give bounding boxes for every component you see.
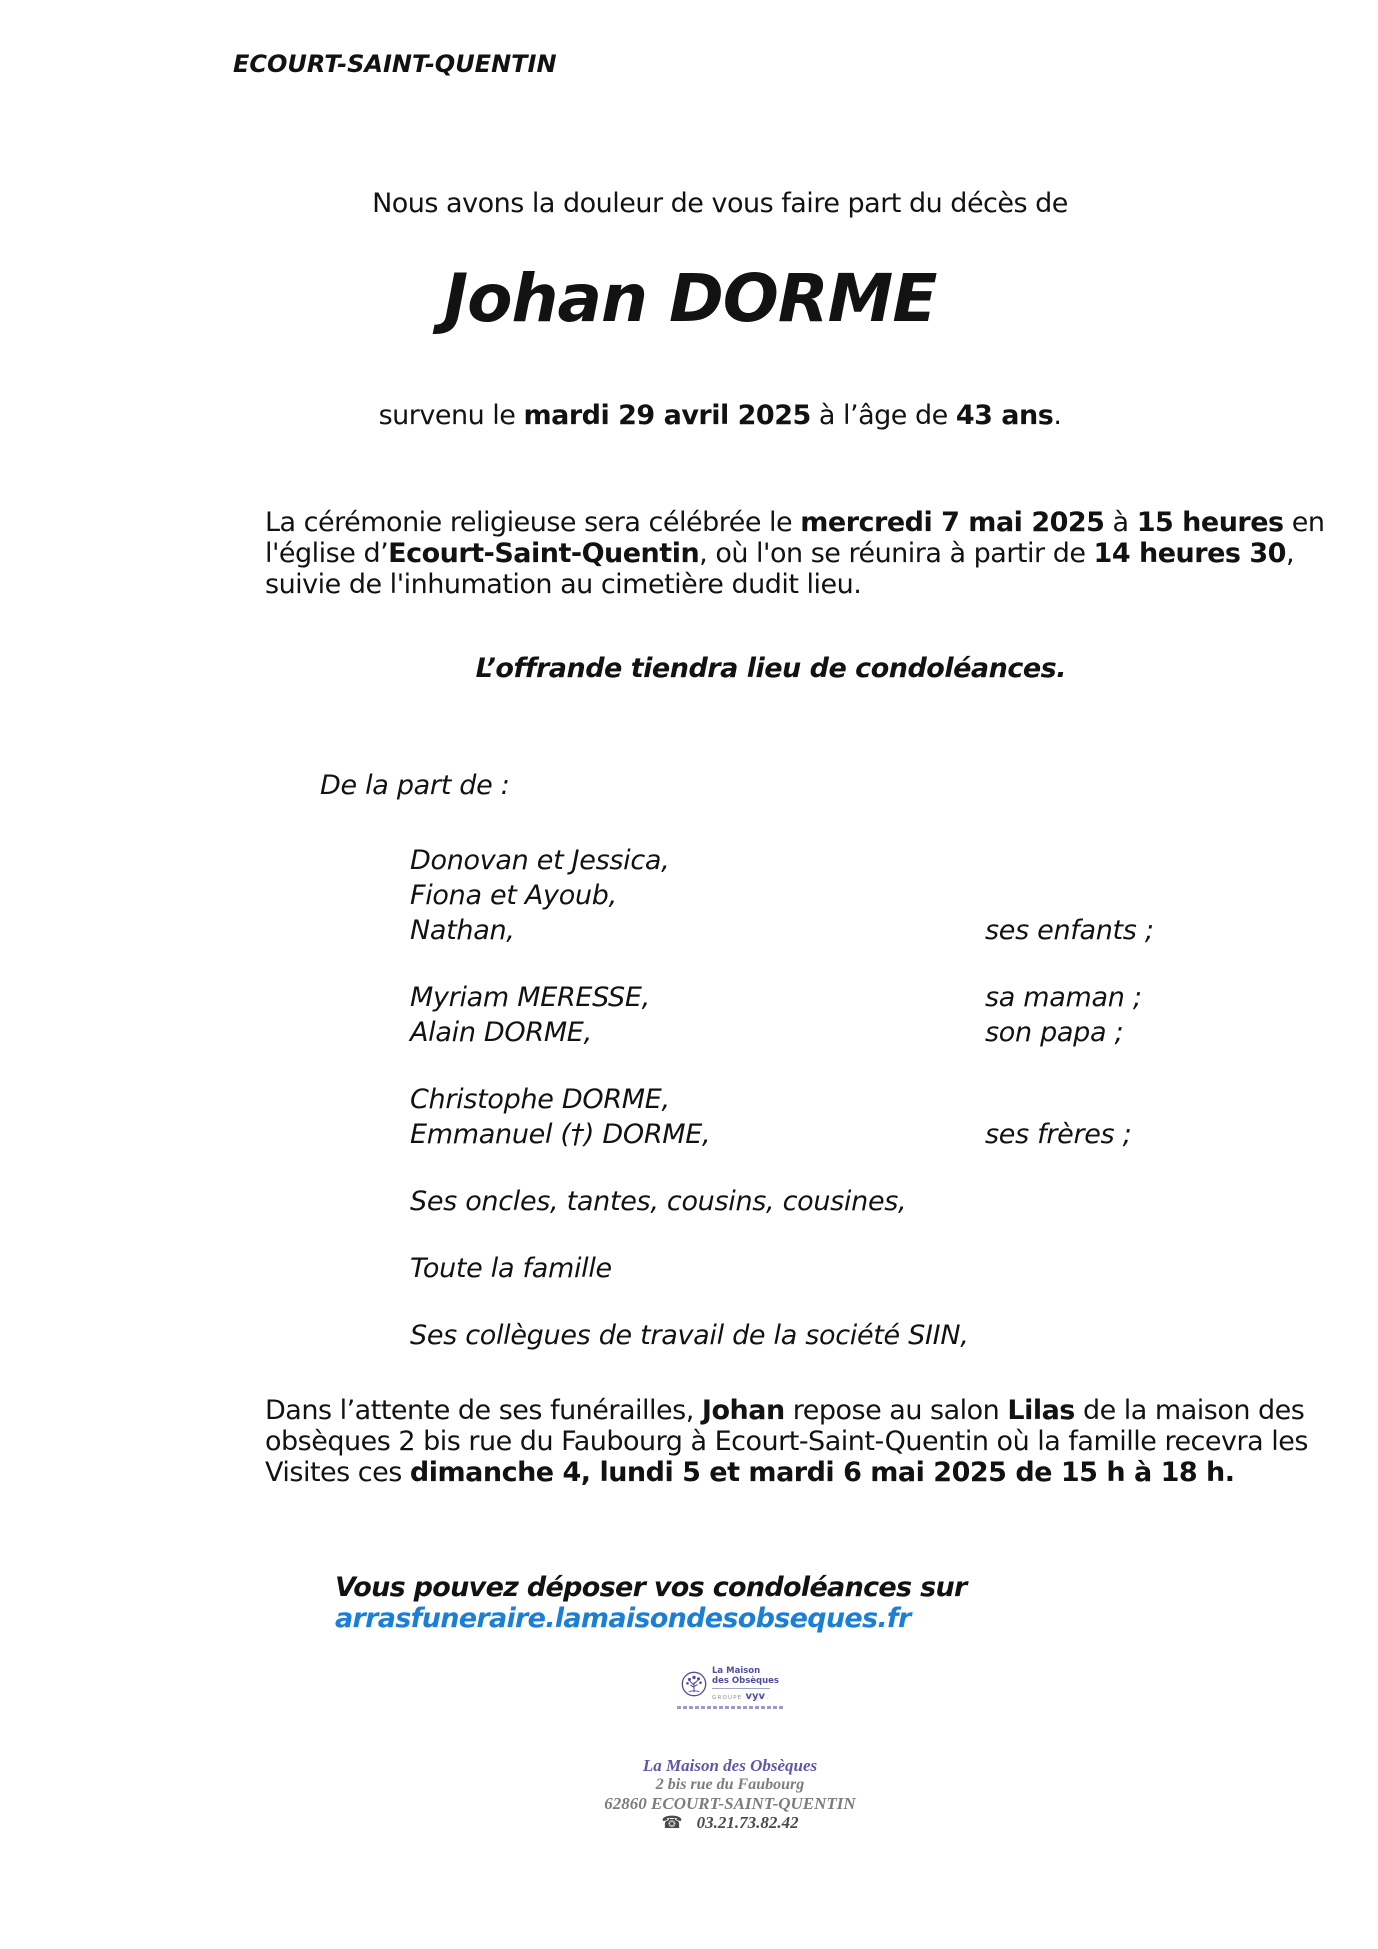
family-line bbox=[265, 1015, 1124, 1050]
logo-tagline-rule bbox=[677, 1706, 783, 1709]
visit-dates: dimanche 4, lundi 5 et mardi 6 mai 2025 de 15 h à 18 h. bbox=[409, 1457, 1235, 1488]
family-name: Emmanuel (†) DORME, bbox=[410, 1119, 711, 1150]
groupe-vyv bbox=[712, 1691, 779, 1702]
ceremony-date: mercredi 7 mai 2025 bbox=[800, 507, 1105, 538]
family-group-children bbox=[265, 843, 1154, 948]
relationship-label: ses enfants ; bbox=[985, 915, 1154, 946]
family-line bbox=[265, 913, 1154, 948]
resting-text: Dans l’attente de ses funérailles, bbox=[265, 1395, 702, 1426]
resting-text: de la maison des bbox=[1074, 1395, 1305, 1426]
ceremony-paragraph bbox=[265, 507, 1324, 600]
condolences-text: Vous pouvez déposer vos condoléances sur bbox=[335, 1572, 967, 1603]
relationship-label: son papa ; bbox=[985, 1017, 1124, 1048]
family-line bbox=[265, 1184, 1085, 1219]
logo-brand-line-1: La Maison bbox=[712, 1666, 761, 1676]
death-date: mardi 29 avril 2025 bbox=[523, 400, 811, 431]
family-name: Ses oncles, tantes, cousins, cousines, bbox=[410, 1186, 907, 1217]
logo-text-column bbox=[712, 1666, 779, 1702]
footer-address-city: 62860 ECOURT-SAINT-QUENTIN bbox=[604, 1794, 856, 1813]
condolences-line bbox=[335, 1572, 1378, 1634]
ceremony-text: , où l'on se réunira à partir de bbox=[699, 538, 1094, 569]
ceremony-text: La cérémonie religieuse sera célébrée le bbox=[265, 507, 801, 538]
ceremony-text: à bbox=[1104, 507, 1137, 538]
family-line bbox=[265, 843, 1085, 878]
logo-divider bbox=[712, 1688, 770, 1689]
relationship-label: ses frères ; bbox=[985, 1119, 1132, 1150]
resting-paragraph bbox=[265, 1395, 1308, 1488]
footer-phone-line bbox=[430, 1813, 1030, 1833]
city-header: ECOURT-SAINT-QUENTIN bbox=[233, 50, 557, 78]
family-name: Christophe DORME, bbox=[410, 1084, 670, 1115]
ceremony-text: en bbox=[1283, 507, 1325, 538]
death-text: . bbox=[1053, 400, 1062, 431]
death-text: survenu le bbox=[378, 400, 524, 431]
death-date-line bbox=[300, 400, 1140, 431]
family-group-whole-family bbox=[265, 1251, 1085, 1286]
resting-firstname: Johan bbox=[701, 1395, 785, 1426]
resting-line-3 bbox=[265, 1457, 1308, 1488]
ceremony-church: Ecourt-Saint-Quentin bbox=[388, 538, 700, 569]
family-name: Myriam MERESSE, bbox=[410, 982, 650, 1013]
footer-funeral-home-name: La Maison des Obsèques bbox=[642, 1756, 818, 1775]
death-age: 43 ans bbox=[955, 400, 1054, 431]
ceremony-text: , bbox=[1285, 538, 1295, 569]
family-line bbox=[265, 878, 1085, 913]
family-line bbox=[265, 1251, 1085, 1286]
resting-text: Visites ces bbox=[265, 1457, 410, 1488]
family-section bbox=[265, 768, 1154, 1353]
footer-block bbox=[430, 1756, 1030, 1833]
intro-line: Nous avons la douleur de vous faire part du décès de bbox=[372, 188, 1068, 219]
family-name: Alain DORME, bbox=[410, 1017, 592, 1048]
resting-line-2: obsèques 2 bis rue du Faubourg à Ecourt-Saint-Quentin où la famille recevra les bbox=[265, 1426, 1308, 1457]
resting-line-1 bbox=[265, 1395, 1308, 1426]
ceremony-line-1 bbox=[265, 507, 1324, 538]
vyv-brand: vyv bbox=[745, 1691, 766, 1702]
family-label: De la part de : bbox=[320, 770, 510, 801]
resting-text: repose au salon bbox=[784, 1395, 1008, 1426]
family-line bbox=[265, 1082, 1085, 1117]
ceremony-line-3: suivie de l'inhumation au cimetière dudit lieu. bbox=[265, 569, 862, 600]
groupe-label: GROUPE bbox=[712, 1695, 743, 1701]
footer-address-street: 2 bis rue du Faubourg bbox=[655, 1776, 805, 1793]
family-line bbox=[265, 1318, 1085, 1353]
family-group-brothers bbox=[265, 1082, 1132, 1152]
family-group-colleagues bbox=[265, 1318, 1085, 1353]
offrande-line: L’offrande tiendra lieu de condoléances. bbox=[475, 653, 1066, 684]
ceremony-line-2 bbox=[265, 538, 1324, 569]
deceased-name: Johan DORME bbox=[443, 260, 937, 337]
condolences-link[interactable]: arrasfuneraire.lamaisondesobseques.fr bbox=[335, 1603, 911, 1634]
gathering-time: 14 heures 30 bbox=[1093, 538, 1286, 569]
family-name: Toute la famille bbox=[410, 1253, 612, 1284]
family-name: Fiona et Ayoub, bbox=[410, 880, 617, 911]
ceremony-time: 15 heures bbox=[1136, 507, 1284, 538]
tree-icon bbox=[681, 1671, 707, 1697]
logo-brand-line-2: des Obsèques bbox=[712, 1676, 779, 1686]
family-line bbox=[265, 980, 1142, 1015]
ceremony-text: l'église d’ bbox=[265, 538, 389, 569]
death-text: à l’âge de bbox=[810, 400, 956, 431]
footer-phone-number: 03.21.73.82.42 bbox=[696, 1813, 799, 1832]
family-group-relatives bbox=[265, 1184, 1085, 1219]
logo-main bbox=[681, 1666, 779, 1702]
family-name: Ses collègues de travail de la société SIIN, bbox=[410, 1320, 969, 1351]
family-line bbox=[265, 1117, 1132, 1152]
family-name: Nathan, bbox=[410, 915, 515, 946]
relationship-label: sa maman ; bbox=[985, 982, 1142, 1013]
funeral-home-logo bbox=[655, 1666, 805, 1709]
family-group-parents bbox=[265, 980, 1142, 1050]
phone-icon: ☎ bbox=[661, 1813, 683, 1833]
family-name: Donovan et Jessica, bbox=[410, 845, 670, 876]
salon-name: Lilas bbox=[1007, 1395, 1075, 1426]
